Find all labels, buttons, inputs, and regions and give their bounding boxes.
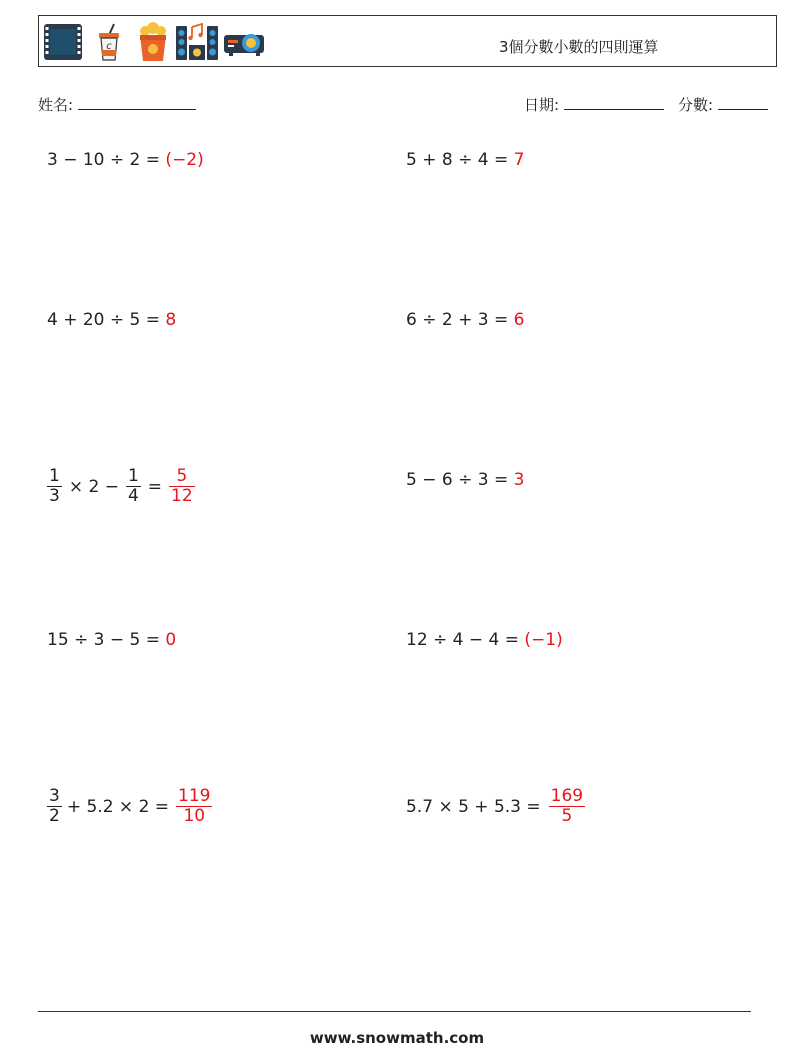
problem-expression: 12 ÷ 4 − 4 = xyxy=(406,630,520,650)
problem-expression: 5.7 × 5 + 5.3 = xyxy=(406,796,541,817)
problem-answer: 8 xyxy=(165,310,177,330)
problem-expression: 15 ÷ 3 − 5 = xyxy=(47,630,161,650)
problem-2 xyxy=(406,150,524,170)
problem-answer: 0 xyxy=(165,630,177,650)
problem-10 xyxy=(406,787,587,826)
name-label: 姓名: xyxy=(38,96,74,114)
problem-5 xyxy=(45,467,197,506)
header-icons xyxy=(43,20,265,64)
problem-1 xyxy=(47,150,204,170)
problem-answer: 3 xyxy=(513,470,525,490)
svg-text:c: c xyxy=(106,41,112,52)
date-label: 日期: xyxy=(524,96,560,114)
fraction: $\frac{1}{4}$ xyxy=(127,466,139,506)
problem-expression: 3 − 10 ÷ 2 = xyxy=(47,150,161,170)
date-field xyxy=(524,94,664,115)
name-field xyxy=(38,94,196,115)
problem-answer: 7 xyxy=(513,150,525,170)
problem-answer: (−1) xyxy=(524,630,563,650)
projector-icon xyxy=(223,21,265,63)
footer-url[interactable]: www.snowmath.com xyxy=(309,1029,485,1047)
problem-expression: 4 + 20 ÷ 5 = xyxy=(47,310,161,330)
score-blank-line[interactable] xyxy=(718,95,768,110)
answer-fraction: $\frac{169}{5}$ xyxy=(550,786,584,826)
score-field xyxy=(678,94,768,115)
drink-cup-icon xyxy=(87,21,131,63)
problem-4 xyxy=(406,310,524,330)
problem-expression: 6 ÷ 2 + 3 = xyxy=(406,310,509,330)
problem-9 xyxy=(45,787,214,826)
problem-answer: (−2) xyxy=(165,150,204,170)
problem-3 xyxy=(47,310,176,330)
score-label: 分數: xyxy=(678,96,714,114)
film-icon xyxy=(43,21,83,63)
problem-expression: 5 + 8 ÷ 4 = xyxy=(406,150,509,170)
problem-answer: 6 xyxy=(513,310,525,330)
name-blank-line[interactable] xyxy=(78,95,196,110)
date-blank-line[interactable] xyxy=(564,95,664,110)
footer-divider xyxy=(38,1011,751,1012)
answer-fraction: $\frac{5}{12}$ xyxy=(171,466,193,506)
problem-6 xyxy=(406,470,524,490)
fraction: $\frac{3}{2}$ xyxy=(49,786,60,826)
problem-equals: = xyxy=(147,476,163,497)
page-title: 3個分數小數的四則運算 xyxy=(499,38,659,56)
popcorn-icon xyxy=(135,21,171,63)
problem-8 xyxy=(406,630,563,650)
answer-fraction: $\frac{119}{10}$ xyxy=(178,786,211,826)
header-box xyxy=(38,15,777,67)
problem-expression: 5 − 6 ÷ 3 = xyxy=(406,470,509,490)
fraction: $\frac{1}{3}$ xyxy=(49,466,60,506)
speakers-icon xyxy=(175,21,219,63)
problem-operator-text: × 2 − xyxy=(68,476,119,497)
problem-operator-text: + 5.2 × 2 = xyxy=(66,796,170,817)
problem-7 xyxy=(47,630,176,650)
